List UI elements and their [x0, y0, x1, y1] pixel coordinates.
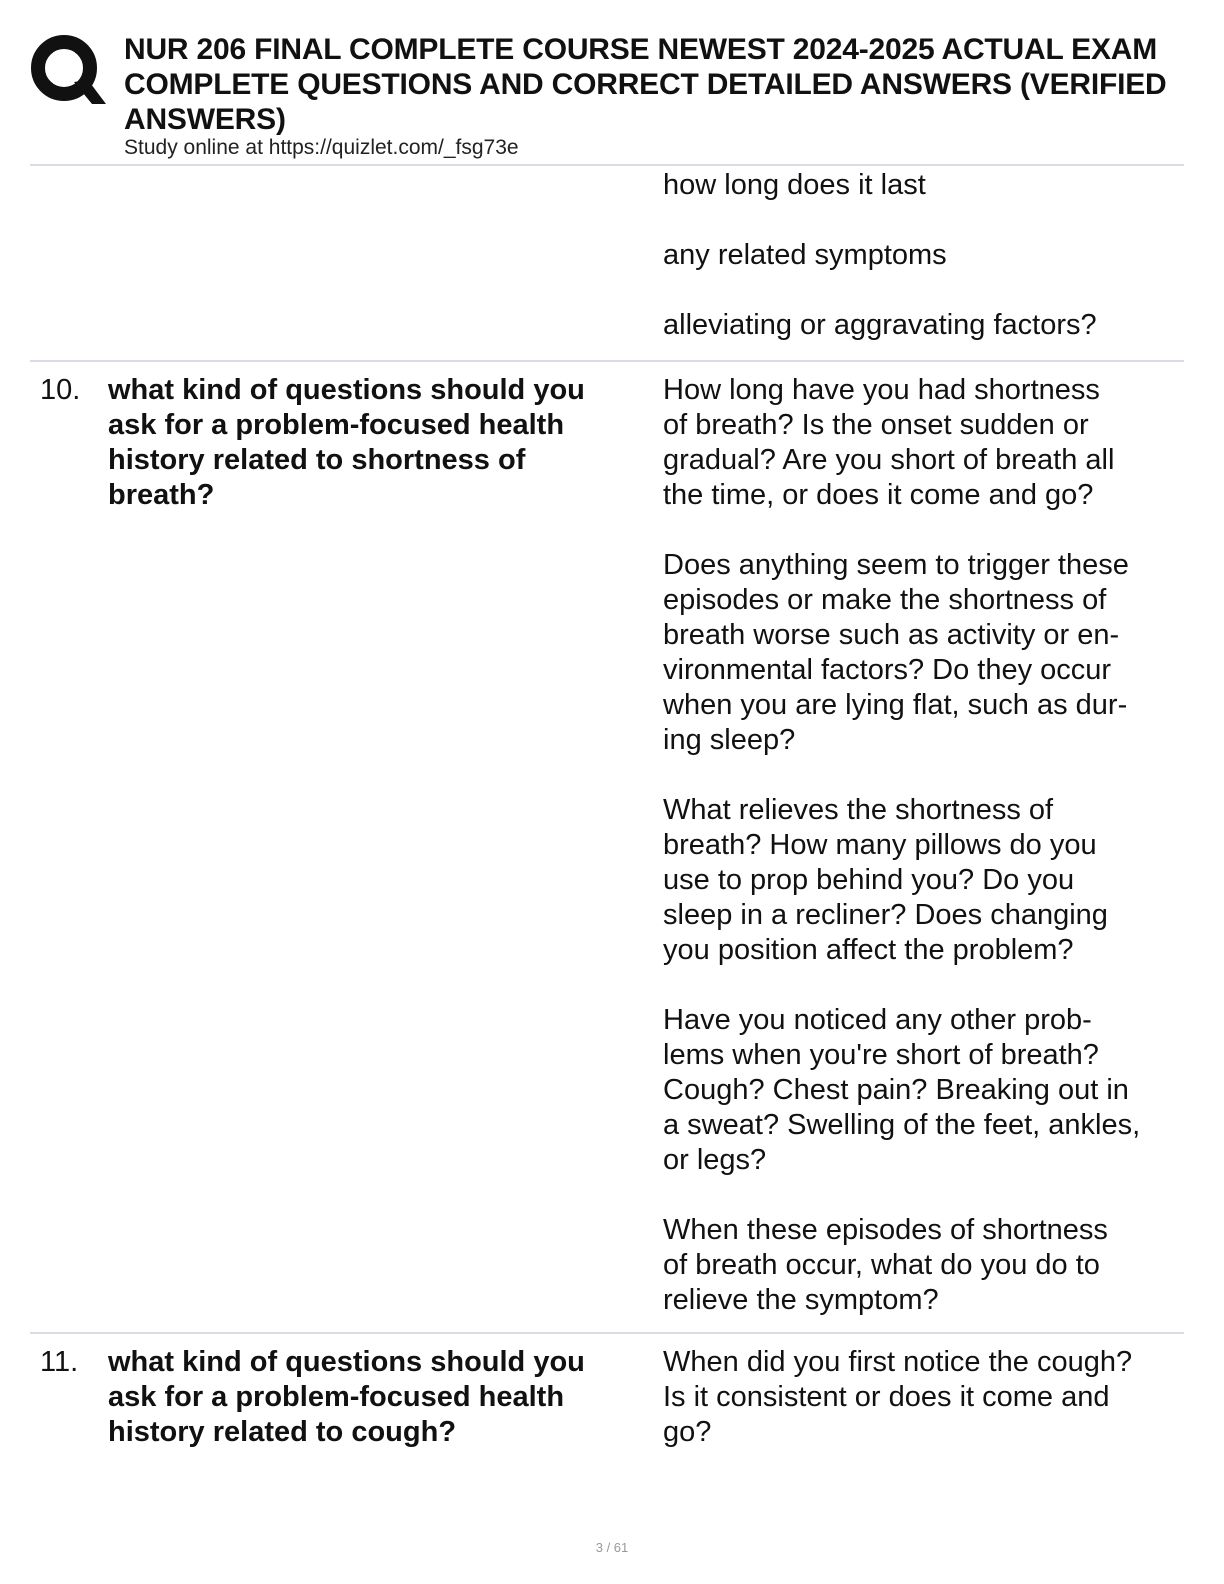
page-number: 3 / 61 [595, 1540, 629, 1555]
answer-paragraph: When did you first notice the cough? Is it consistent or does it come and go? [663, 1346, 1133, 1448]
answer-paragraph: How long have you had shortness of breath? Is the onset sudden or gradual? Are you short of breath all the time, or does it come and go? [663, 374, 1115, 511]
card-number: 11. [40, 1346, 79, 1378]
card-divider [30, 1332, 1184, 1334]
header-clip [30, 30, 1224, 164]
document-title: NUR 206 FINAL COMPLETE COURSE NEWEST 2024-2025 ACTUAL EXAM COMPLETE QUESTIONS AND CORRECT DETAILED ANSWERS (VERIFIED ANSWERS) [124, 33, 1167, 136]
card-question: what kind of questions should you ask for a problem-focused health history related to cough? [108, 1346, 585, 1448]
answer-line: any related symptoms [663, 239, 947, 271]
answer-line: how long does it last [663, 169, 926, 201]
card-answer [663, 1345, 1173, 1450]
header-divider [30, 164, 1184, 166]
card-answer [663, 373, 1173, 1318]
study-link[interactable]: Study online at https://quizlet.com/_fsg73e [124, 136, 519, 159]
card-question: what kind of questions should you ask for a problem-focused health history related to shortness of breath? [108, 374, 585, 511]
answer-paragraph: Does anything seem to trigger these episodes or make the shortness of breath worse such as activity or en- vironmental factors? Do they occur when you are lying flat, such as dur- ing sleep? [663, 549, 1129, 756]
card-number: 10. [40, 374, 81, 406]
answer-line: alleviating or aggravating factors? [663, 309, 1097, 341]
page-header [30, 30, 1224, 164]
answer-paragraph: What relieves the shortness of breath? How many pillows do you use to prop behind you? Do you sleep in a recliner? Does changing you position affect the problem? [663, 794, 1108, 966]
answer-paragraph: Have you noticed any other prob- lems when you're short of breath? Cough? Chest pain? Breaking out in a sweat? Swelling of the feet, ankles, or legs? [663, 1004, 1141, 1176]
continued-answer [663, 168, 1173, 343]
answer-paragraph: When these episodes of shortness of breath occur, what do you do to relieve the symptom? [663, 1214, 1108, 1316]
card-divider [30, 360, 1184, 362]
quizlet-q-logo-icon [30, 32, 106, 108]
